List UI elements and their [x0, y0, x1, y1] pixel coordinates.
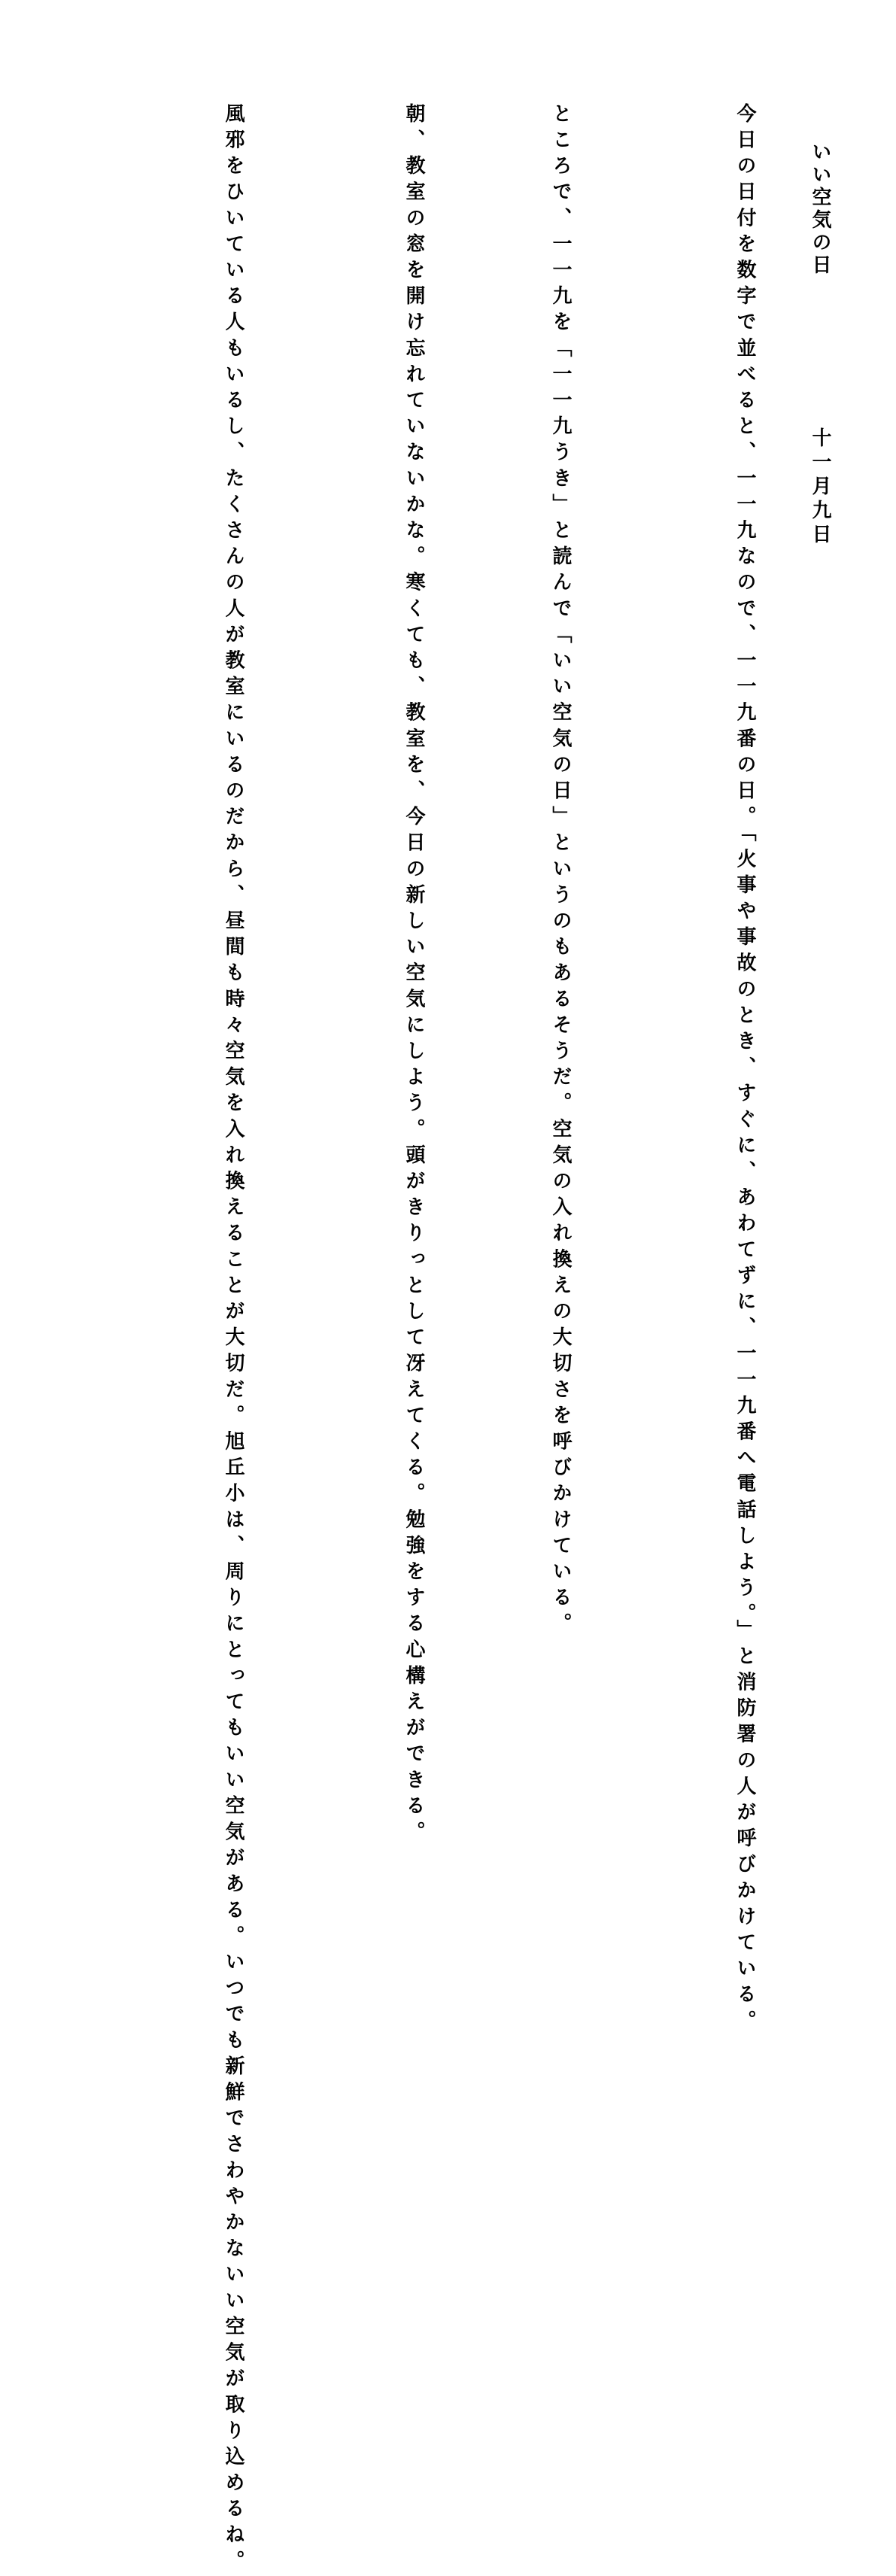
paragraph-1 [632, 75, 760, 2036]
paragraph-1-text: 今日の日付を数字で並べると、一一九なので、一一九番の日。「火事や事故のとき、すぐに、あわてずに、一一九番へ電話しよう。」と消防署の人が呼びかけている。 [734, 103, 756, 2036]
paragraph-3 [301, 75, 429, 1847]
paragraph-4-text: 風邪をひいている人もいるし、たくさんの人が教室にいるのだから、昼間も時々空気を入れ換えることが大切だ。旭丘小は、周りにとってもいい空気がある。いつでも新鮮でさわやかないい空気が取り込めるね。 [222, 103, 245, 2576]
paragraph-3-text: 朝、教室の窓を開け忘れていないかな。寒くても、教室を、今日の新しい空気にしよう。頭がきりっとして冴えてくる。勉強をする心構えができる。 [402, 103, 425, 1848]
document-date: 十一月九日 [809, 427, 831, 548]
paragraph-4 [79, 75, 248, 2576]
paragraph-2-text: ところで、一一九を「一一九うき」と読んで「いい空気の日」というのもあるそうだ。空気の入れ換えの大切さを呼びかけている。 [549, 103, 572, 1639]
paragraph-2 [485, 75, 576, 1639]
document-title: いい空気の日 [809, 141, 831, 277]
